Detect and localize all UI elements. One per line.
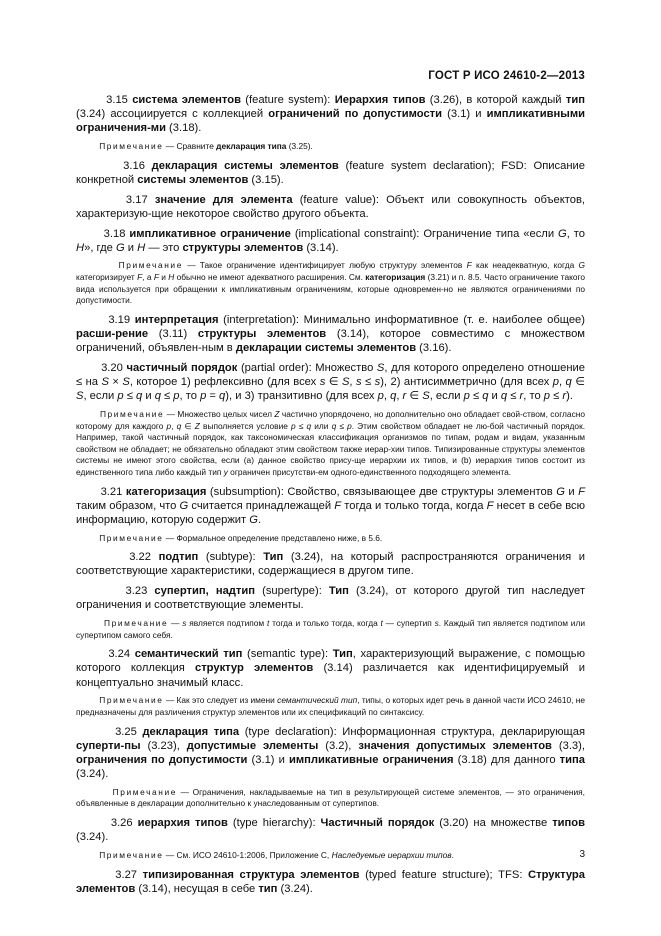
definition-paragraph: 3.23 супертип, надтип (supertype): Тип (3.24), от которого другой тип наследует ограничения и соответствующие элементы.: [76, 585, 585, 612]
note-paragraph: Примечание — Формальное определение представлено ниже, в 5.6.: [99, 532, 383, 543]
definition-paragraph: 3.27 типизированная структура элементов (typed feature structure); TFS: Структура элементов (3.14), несущая в себе тип (3.24).: [76, 868, 585, 895]
note-paragraph: Примечание — См. ИСО 24610-1:2006, Приложение С, Наследуемые иерархии типов.: [99, 849, 454, 860]
definition-paragraph: 3.26 иерархия типов (type hierarchy): Частичный порядок (3.20) на множестве типов (3.24).: [76, 817, 586, 844]
note-paragraph: Примечание — s является подтипом t тогда и только тогда, когда t — супертип s. Каждый тип является подтипом или супертипом самого себя.: [76, 618, 585, 640]
definition-paragraph: 3.20 частичный порядок (partial order): Множество S, для которого определено отношение ≤ на S × S, которое 1) рефлексивно (для всех s ∈ S, s ≤ s), 2) антисимметрично (для всех p, q ∈ S, если p ≤ q и q ≤ p, то p = q), и 3) транзитивно (для всех p, q, r ∈ S, если p ≤ q и q ≤ r, то p ≤ r).: [76, 361, 585, 403]
page-number: 3: [579, 849, 585, 860]
note-paragraph: Примечание — Ограничения, накладываемые на тип в результирующей системе элементов, — это ограничения, объявленные в декларации дополнительно к унаследованным от супертипов.: [76, 786, 585, 809]
definition-paragraph: 3.25 декларация типа (type declaration): Информационная структура, декларирующая суперти-пы (3.23), допустимые элементы (3.2), значения допустимых элементов (3.3), ограничения по допустимости (3.1) и импликативные ограничения (3.18) для данного типа (3.24).: [76, 725, 586, 781]
definition-paragraph: 3.19 интерпретация (interpretation): Минимально информативное (т. е. наиболее общее) расши-рение (3.11) структуры элементов (3.14), которое совместимо с множеством ограничений, объявлен-ным в декларации системы элементов (3.16).: [76, 313, 586, 355]
definition-paragraph: 3.24 семантический тип (semantic type): Тип, характеризующий выражение, с помощью которого коллекция структур элементов (3.14) различается как идентифицируемый и концептуально значимый класс.: [76, 648, 585, 689]
note-paragraph: Примечание — Множество целых чисел Z частично упорядочено, но дополнительно оно обладает свой-ством, согласно которому для каждого p, q ∈ Z выполняется условие p ≤ q или q ≤ p. Этим свойством обладает не лю-бой частичный порядок. Например, такой частичный порядок, как таксономическая классификация организмов по типам, родам и видам, указанным свойством не обладает; не обязательно обладают этим свойством также иерар-хии типов. Типизированные структуры элементов системы не имеют этого свойства, если (a) данное свойство прису-ще иерархии их типов, и (b) иерархия типов состоит из единственного типа либо каждый тип y ограничен присутстви-ем одного-единственного подходящего элемента.: [76, 409, 586, 477]
definition-paragraph: 3.21 категоризация (subsumption): Свойство, связывающее две структуры элементов G и F таким образом, что G считается принадлежащей F тогда и только тогда, когда F несет в себе всю информацию, которую содержит G.: [76, 485, 586, 526]
definition-paragraph: 3.22 подтип (subtype): Тип (3.24), на который распространяются ограничения и соответствующие характеристики, содержащиеся в другом типе.: [76, 551, 586, 578]
definition-paragraph: 3.18 импликативное ограничение (implicational constraint): Ограничение типа «если G, то H», где G и H — это структуры элементов (3.14).: [76, 227, 586, 254]
note-paragraph: Примечание — Сравните декларация типа (3.25).: [99, 141, 313, 152]
document-header: ГОСТ Р ИСО 24610-2—2013: [428, 70, 585, 82]
definition-paragraph: 3.17 значение для элемента (feature value): Объект или совокупность объектов, характеризую-щие некоторое свойство другого объекта.: [76, 193, 585, 220]
definition-paragraph: 3.15 система элементов (feature system): Иерархия типов (3.26), в которой каждый тип (3.24) ассоциируется с коллекцией ограничений по допустимости (3.1) и импликативными ограничения-ми (3.18).: [76, 94, 586, 135]
document-body: [76, 93, 585, 901]
note-paragraph: Примечание — Такое ограничение идентифицирует любую структуру элементов F как неадекватную, когда G категоризирует F, а F и H обычно не имеют адекватного расширения. См. категоризация (3.21) и п. 8.5. Часто ограничение такого вида используется при обращении к импликативным ограничениям, которые одновремен-но не являются ограничениями по допустимости.: [76, 260, 585, 306]
note-paragraph: Примечание — Как это следует из имени семантический тип, типы, о которых идет речь в данной части ИСО 24610, не предназначены для различения структур элементов или их спецификаций по синтаксису.: [76, 695, 585, 717]
definition-paragraph: 3.16 декларация системы элементов (feature system declaration); FSD: Описание конкретной системы элементов (3.15).: [76, 159, 585, 186]
